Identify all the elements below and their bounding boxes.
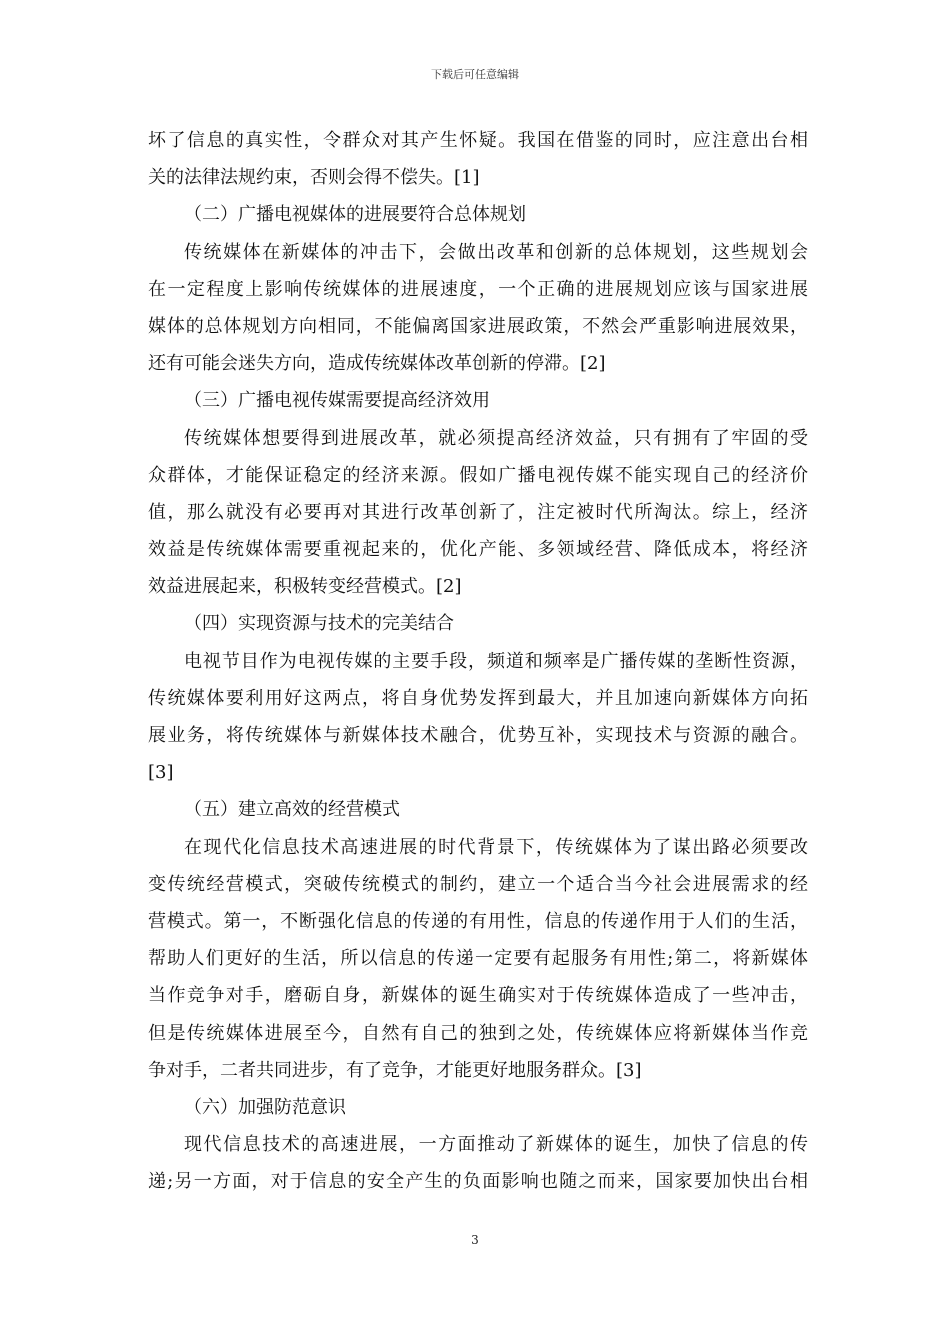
section-heading: （三）广播电视传媒需要提高经济效用: [184, 390, 490, 412]
body-text-line: [3]: [148, 762, 174, 784]
body-text-line: 帮助人们更好的生活，所以信息的传递一定要有起服务有用性;第二，将新媒体: [148, 948, 808, 970]
body-text-line: 变传统经营模式，突破传统模式的制约，建立一个适合当今社会进展需求的经: [148, 873, 808, 895]
body-text-line: 现代信息技术的高速进展，一方面推动了新媒体的诞生，加快了信息的传: [184, 1134, 808, 1156]
body-text-line: 但是传统媒体进展至今，自然有自己的独到之处，传统媒体应将新媒体当作竞: [148, 1022, 808, 1044]
body-text-line: 效益进展起来，积极转变经营模式。[2]: [148, 576, 462, 598]
section-heading: （二）广播电视媒体的进展要符合总体规划: [184, 204, 526, 226]
body-text-line: 关的法律法规约束，否则会得不偿失。[1]: [148, 167, 480, 189]
body-text-line: 在一定程度上影响传统媒体的进展速度，一个正确的进展规划应该与国家进展: [148, 278, 808, 300]
body-text-line: 递;另一方面，对于信息的安全产生的负面影响也随之而来，国家要加快出台相: [148, 1171, 808, 1193]
body-text-line: 电视节目作为电视传媒的主要手段，频道和频率是广播传媒的垄断性资源，: [184, 650, 808, 672]
document-body: [148, 122, 808, 1200]
body-text-line: 在现代化信息技术高速进展的时代背景下，传统媒体为了谋出路必须要改: [184, 836, 808, 858]
body-text-line: 传统媒体想要得到进展改革，就必须提高经济效益，只有拥有了牢固的受: [184, 427, 808, 449]
body-text-line: 值，那么就没有必要再对其进行改革创新了，注定被时代所淘汰。综上，经济: [148, 501, 808, 523]
body-text-line: 还有可能会迷失方向，造成传统媒体改革创新的停滞。[2]: [148, 353, 606, 375]
body-text-line: 传统媒体要利用好这两点，将自身优势发挥到最大，并且加速向新媒体方向拓: [148, 687, 808, 709]
section-heading: （四）实现资源与技术的完美结合: [184, 613, 454, 635]
body-text-line: 效益是传统媒体需要重视起来的，优化产能、多领域经营、降低成本，将经济: [148, 539, 808, 561]
body-text-line: 展业务，将传统媒体与新媒体技术融合，优势互补，实现技术与资源的融合。: [148, 725, 808, 746]
body-text-line: 争对手，二者共同进步，有了竞争，才能更好地服务群众。[3]: [148, 1059, 642, 1081]
body-text-line: 当作竞争对手，磨砺自身，新媒体的诞生确实对于传统媒体造成了一些冲击，: [148, 985, 808, 1007]
body-text-line: 坏了信息的真实性，令群众对其产生怀疑。我国在借鉴的同时，应注意出台相: [148, 130, 808, 151]
body-text-line: 众群体，才能保证稳定的经济来源。假如广播电视传媒不能实现自己的经济价: [148, 464, 808, 486]
body-text-line: 传统媒体在新媒体的冲击下，会做出改革和创新的总体规划，这些规划会: [184, 241, 808, 263]
section-heading: （六）加强防范意识: [184, 1096, 346, 1118]
page-header: 下载后可任意编辑: [431, 68, 519, 81]
section-heading: （五）建立高效的经营模式: [184, 799, 400, 821]
body-text-line: 媒体的总体规划方向相同，不能偏离国家进展政策，不然会严重影响进展效果，: [148, 315, 808, 337]
body-text-line: 营模式。第一，不断强化信息的传递的有用性，信息的传递作用于人们的生活，: [148, 910, 808, 932]
page-number: 3: [471, 1233, 479, 1247]
